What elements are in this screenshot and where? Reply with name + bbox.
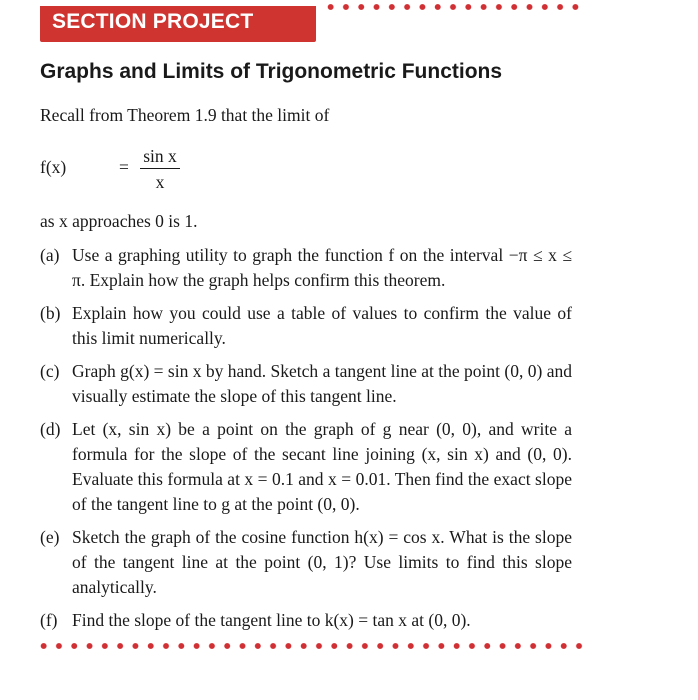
formula-equals: = (119, 157, 129, 177)
formula-numerator: sin x (143, 146, 177, 166)
item-label: (f) (40, 610, 58, 630)
exercise-item-e (40, 525, 572, 600)
section-label: SECTION PROJECT (52, 10, 254, 33)
item-label: (a) (40, 245, 60, 265)
exercise-list (40, 243, 572, 641)
item-label: (e) (40, 527, 60, 547)
item-text: Let (x, sin x) be a point on the graph of g near (0, 0), and write a formula for the slope of the secant line joining (x, sin x) and (0, 0). Evaluate this formula at x = 0.1 and x = 0.01. Then find the exact slope of the tangent line to g at the point (0, 0). (72, 419, 572, 514)
bottom-dotted-rule (36, 642, 583, 650)
item-text: Sketch the graph of the cosine function h(x) = cos x. What is the slope of the tangent line at the point (0, 1)? Use limits to find this slope analytically. (72, 527, 572, 597)
section-header-bar (40, 6, 316, 42)
fraction-bar (140, 168, 180, 169)
exercise-item-d (40, 417, 572, 517)
item-text: Find the slope of the tangent line to k(x) = tan x at (0, 0). (72, 610, 471, 630)
item-text: Explain how you could use a table of values to confirm the value of this limit numerically. (72, 303, 572, 348)
intro-text: Recall from Theorem 1.9 that the limit of (40, 105, 330, 125)
exercise-item-f (40, 608, 572, 633)
formula (40, 146, 240, 196)
item-label: (b) (40, 303, 61, 323)
after-formula-text: as x approaches 0 is 1. (40, 211, 198, 231)
formula-fraction (140, 146, 180, 192)
project-title: Graphs and Limits of Trigonometric Functions (40, 60, 503, 83)
exercise-item-b (40, 301, 572, 351)
item-label: (d) (40, 419, 61, 439)
item-text: Use a graphing utility to graph the function f on the interval −π ≤ x ≤ π. Explain how the graph helps confirm this theorem. (72, 245, 572, 290)
formula-lhs: f(x) (40, 157, 67, 177)
exercise-item-a (40, 243, 572, 293)
item-text: Graph g(x) = sin x by hand. Sketch a tangent line at the point (0, 0) and visually estimate the slope of this tangent line. (72, 361, 572, 406)
exercise-item-c (40, 359, 572, 409)
item-label: (c) (40, 361, 60, 381)
formula-denominator: x (155, 172, 165, 192)
top-dotted-rule (323, 3, 583, 11)
